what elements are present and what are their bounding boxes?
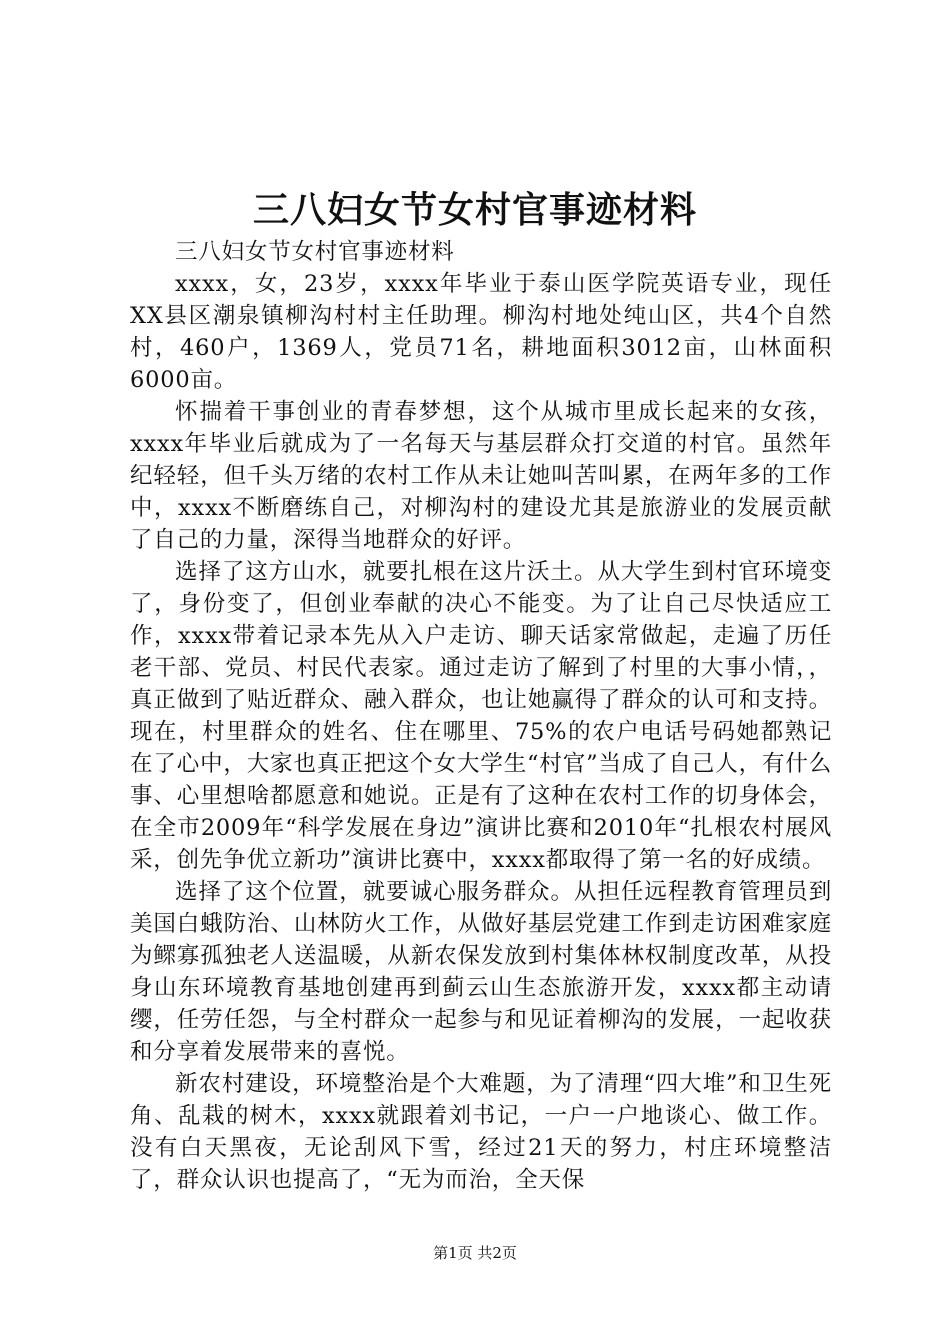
paragraph-rooted: 选择了这方山水，就要扎根在这片沃土。从大学生到村官环境变了，身份变了，但创业奉献的决心不能变。为了让自己尽快适应工作，xxxx带着记录本先从入户走访、聊天话家常做起，走遍了历任老干部、党员、村民代表家。通过走访了解到了村里的大事小情，，真正做到了贴近群众、融入群众，也让她赢得了群众的认可和支持。现在，村里群众的姓名、住在哪里、75%的农户电话号码她都熟记在了心中，大家也真正把这个女大学生“村官”当成了自己人，有什么事、心里想啥都愿意和她说。正是有了这种在农村工作的切身体会，在全市2009年“科学发展在身边”演讲比赛和2010年“扎根农村展风采，创先争优立新功”演讲比赛中，xxxx都取得了第一名的好成绩。 [130,559,832,873]
paragraph-service: 选择了这个位置，就要诚心服务群众。从担任远程教育管理员到美国白蛾防治、山林防火工作，从做好基层党建工作到走访困难家庭为鳏寡孤独老人送温暖，从新农保发放到村集体林权制度改革，从投身山东环境教育基地创建再到蓟云山生态旅游开发，xxxx都主动请缨，任劳任怨，与全村群众一起参与和见证着柳沟的发展，一起收获和分享着发展带来的喜悦。 [130,879,832,1065]
paragraph-environment: 新农村建设，环境整治是个大难题，为了清理“四大堆”和卫生死角、乱栽的树木，xxxx就跟着刘书记，一户一户地谈心、做工作。没有白天黑夜，无论刮风下雪，经过21天的努力，村庄环境整洁了，群众认识也提高了，“无为而治，全天保 [130,1071,832,1193]
document-body [130,236,832,1196]
page-footer: 第1页 共2页 [433,1244,517,1262]
paragraph-dream: 怀揣着干事创业的青春梦想，这个从城市里成长起来的女孩，xxxx年毕业后就成为了一名每天与基层群众打交道的村官。虽然年纪轻轻，但千头万绪的农村工作从未让她叫苦叫累，在两年多的工作中，xxxx不断磨练自己，对柳沟村的建设尤其是旅游业的发展贡献了自己的力量，深得当地群众的好评。 [130,399,832,553]
paragraph-subtitle: 三八妇女节女村官事迹材料 [175,239,455,265]
paragraph-intro: xxxx，女，23岁，xxxx年毕业于泰山医学院英语专业，现任XX县区潮泉镇柳沟村村主任助理。柳沟村地处纯山区，共4个自然村，460户，1369人，党员71名，耕地面积3012亩，山林面积6000亩。 [130,271,832,393]
document-title: 三八妇女节女村官事迹材料 [252,189,697,231]
